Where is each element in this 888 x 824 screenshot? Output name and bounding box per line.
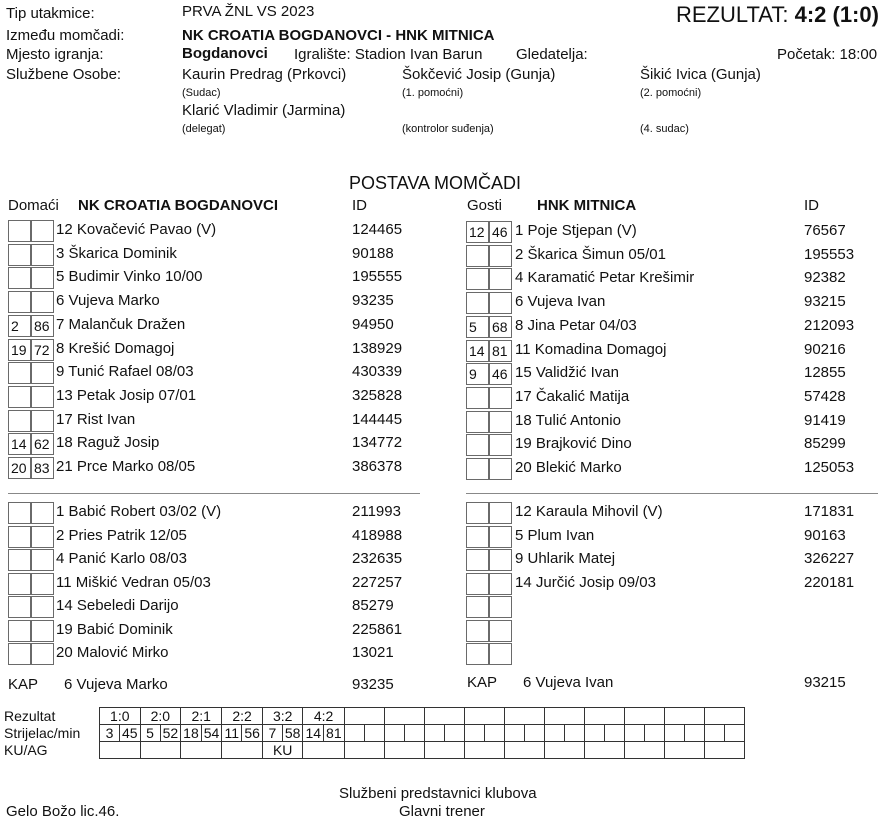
player-name: 20 Blekić Marko [515, 459, 622, 476]
scorer-minute [444, 725, 464, 742]
sub-number-box [466, 434, 489, 456]
player-id: 93215 [804, 293, 846, 311]
result-heading [676, 2, 879, 28]
official-name: Kaurin Predrag (Prkovci) [182, 66, 347, 83]
player-id: 124465 [352, 221, 403, 238]
player-name: 12 Karaula Mihovil (V) [515, 503, 663, 520]
sub-minute-box [31, 526, 54, 548]
scorer-number: 3 [100, 725, 120, 742]
ku-cell [624, 742, 664, 759]
stadium-value: Igralište: Stadion Ivan Barun [294, 46, 483, 63]
score-cell [504, 708, 544, 725]
home-coach-name: Gelo Božo lic.46. [6, 803, 120, 820]
sub-minute-box [489, 245, 512, 267]
ku-cell [504, 742, 544, 759]
ku-cell [544, 742, 584, 759]
player-id: 90216 [804, 340, 846, 358]
kickoff-time: Početak: 18:00 [777, 46, 878, 63]
result-label: REZULTAT: [676, 2, 789, 27]
sub-number-box [466, 268, 489, 290]
player-name: 17 Rist Ivan [56, 410, 136, 428]
player-id: 418988 [352, 526, 403, 544]
player-name: 14 Sebeledi Darijo [56, 597, 179, 614]
player-id: 212093 [804, 316, 855, 334]
player-id: 144445 [352, 410, 403, 428]
scorer-number [664, 725, 684, 742]
player-id: 85299 [804, 435, 846, 453]
score-cell: 3:2 [262, 708, 303, 725]
sub-minute-box [31, 386, 54, 408]
official-role: (1. pomoćni) [402, 87, 464, 99]
ku-cell [181, 742, 222, 759]
ku-cell [140, 742, 181, 759]
ku-cell [664, 742, 704, 759]
sub-number-box: 20 [8, 457, 31, 479]
scorer-minute [644, 725, 664, 742]
player-id: 94950 [352, 315, 394, 333]
scorer-minute [564, 725, 584, 742]
sub-minute-box [31, 291, 54, 313]
player-id: 93235 [352, 292, 394, 310]
sub-minute-box [31, 620, 54, 642]
player-name: 21 Prce Marko 08/05 [56, 458, 196, 475]
sub-number-box [8, 267, 31, 289]
player-name: 11 Miškić Vedran 05/03 [56, 573, 211, 591]
player-id: 232635 [352, 550, 403, 567]
sub-minute-box [489, 411, 512, 433]
scorer-number [704, 725, 724, 742]
sub-minute-box [31, 244, 54, 266]
scorer-minute: 45 [120, 725, 141, 742]
sub-minute-box [489, 434, 512, 456]
player-name: 2 Pries Patrik 12/05 [56, 526, 187, 544]
player-id: 195555 [352, 268, 403, 286]
scorer-minute: 56 [242, 725, 263, 742]
ku-cell [704, 742, 744, 759]
official-role: (delegat) [182, 123, 226, 135]
sub-minute-box [31, 573, 54, 595]
player-name: 4 Panić Karlo 08/03 [56, 550, 187, 567]
player-id: 430339 [352, 363, 403, 381]
sub-minute-box: 83 [31, 457, 54, 479]
home-captain-name: 6 Vujeva Marko [64, 676, 168, 693]
scorer-number [504, 725, 524, 742]
sub-number-box: 12 [466, 221, 489, 243]
scorer-number [424, 725, 444, 742]
ku-cell [100, 742, 141, 759]
scorer-number: 11 [222, 725, 242, 742]
score-cell [704, 708, 744, 725]
home-divider [8, 493, 420, 494]
player-id: 227257 [352, 573, 403, 591]
player-name: 20 Malović Mirko [56, 644, 169, 661]
sub-minute-box [489, 526, 512, 548]
player-name: 1 Babić Robert 03/02 (V) [56, 503, 222, 520]
ku-cell [344, 742, 384, 759]
player-id: 325828 [352, 386, 403, 404]
player-id: 134772 [352, 434, 403, 452]
spectators-label: Gledatelja: [516, 46, 588, 63]
official-role: (4. sudac) [640, 123, 689, 135]
goals-row-label: Strijelac/min [4, 725, 81, 741]
sub-number-box [8, 549, 31, 571]
scorer-number [464, 725, 484, 742]
score-cell [664, 708, 704, 725]
sub-minute-box [31, 362, 54, 384]
scorer-minute: 54 [201, 725, 222, 742]
home-id-header: ID [352, 197, 367, 214]
player-id: 171831 [804, 503, 855, 520]
scorer-minute [404, 725, 424, 742]
match-type-label: Tip utakmice: [6, 5, 95, 22]
score-cell [424, 708, 464, 725]
player-id: 13021 [352, 644, 394, 661]
scorer-minute [684, 725, 704, 742]
officials-label: Službene Osobe: [6, 66, 122, 83]
player-name: 15 Validžić Ivan [515, 364, 619, 382]
scorer-number [344, 725, 364, 742]
scorer-minute [604, 725, 624, 742]
score-cell [344, 708, 384, 725]
sub-number-box [466, 245, 489, 267]
player-id: 85279 [352, 597, 394, 614]
official-name: Šokčević Josip (Gunja) [402, 66, 556, 83]
scorer-minute: 81 [324, 725, 345, 742]
player-id: 76567 [804, 222, 846, 239]
player-id: 138929 [352, 339, 403, 357]
player-name: 19 Babić Dominik [56, 620, 173, 638]
sub-minute-box [489, 596, 512, 618]
sub-number-box [8, 244, 31, 266]
player-id: 57428 [804, 387, 846, 405]
player-name: 1 Poje Stjepan (V) [515, 222, 637, 239]
sub-minute-box [31, 220, 54, 242]
sub-minute-box: 46 [489, 221, 512, 243]
ku-cell [424, 742, 464, 759]
lineup-title: POSTAVA MOMČADI [349, 173, 522, 193]
sub-number-box [8, 220, 31, 242]
sub-number-box [466, 526, 489, 548]
ku-cell [464, 742, 504, 759]
scorer-number [624, 725, 644, 742]
sub-minute-box: 86 [31, 315, 54, 337]
teams-value: NK CROATIA BOGDANOVCI - HNK MITNICA [182, 27, 495, 44]
sub-number-box: 9 [466, 363, 489, 385]
sub-number-box: 14 [466, 340, 489, 362]
player-name: 8 Jina Petar 04/03 [515, 316, 637, 334]
sub-minute-box: 46 [489, 363, 512, 385]
sub-minute-box [489, 549, 512, 571]
sub-number-box [8, 362, 31, 384]
sub-number-box [466, 292, 489, 314]
home-captain-id: 93235 [352, 676, 394, 693]
player-name: 8 Krešić Domagoj [56, 339, 175, 357]
scorer-number [584, 725, 604, 742]
scorer-minute: 52 [160, 725, 181, 742]
sub-number-box [466, 573, 489, 595]
sub-number-box [466, 387, 489, 409]
sub-number-box [466, 620, 489, 642]
sub-minute-box [489, 620, 512, 642]
away-captain-label: KAP [467, 674, 498, 691]
ku-cell [303, 742, 344, 759]
score-cell: 2:1 [181, 708, 222, 725]
sub-number-box [466, 411, 489, 433]
scorer-minute [484, 725, 504, 742]
sub-number-box [8, 596, 31, 618]
scorer-minute: 58 [282, 725, 303, 742]
sub-minute-box: 62 [31, 433, 54, 455]
goals-table [4, 707, 745, 759]
score-cell: 2:0 [140, 708, 181, 725]
home-captain-label: KAP [8, 676, 39, 693]
ku-cell [384, 742, 424, 759]
score-cell [584, 708, 624, 725]
player-name: 5 Budimir Vinko 10/00 [56, 268, 203, 286]
score-cell: 1:0 [100, 708, 141, 725]
sub-number-box [8, 502, 31, 524]
match-type-value: PRVA ŽNL VS 2023 [182, 3, 315, 20]
sub-minute-box: 81 [489, 340, 512, 362]
sub-number-box [8, 291, 31, 313]
sub-number-box: 2 [8, 315, 31, 337]
player-id: 125053 [804, 459, 855, 476]
away-divider [466, 493, 878, 494]
sub-number-box [8, 526, 31, 548]
scorer-number [544, 725, 564, 742]
away-side-label: Gosti [467, 197, 503, 214]
player-name: 9 Tunić Rafael 08/03 [56, 363, 194, 381]
scorer-minute [364, 725, 384, 742]
sub-minute-box: 68 [489, 316, 512, 338]
score-cell: 4:2 [303, 708, 344, 725]
sub-number-box [466, 643, 489, 665]
ku-cell [222, 742, 263, 759]
sub-number-box [8, 386, 31, 408]
scorer-number: 14 [303, 725, 324, 742]
sub-minute-box: 72 [31, 339, 54, 361]
player-id: 12855 [804, 364, 846, 382]
sub-number-box: 5 [466, 316, 489, 338]
score-cell [384, 708, 424, 725]
player-id: 90188 [352, 244, 394, 262]
away-id-header: ID [804, 197, 819, 214]
sub-minute-box [489, 292, 512, 314]
sub-number-box [8, 573, 31, 595]
sub-minute-box [489, 643, 512, 665]
sub-number-box [466, 502, 489, 524]
player-id: 326227 [804, 550, 855, 567]
player-name: 2 Škarica Šimun 05/01 [515, 245, 666, 263]
result-value: 4:2 (1:0) [794, 2, 879, 27]
club-officials-heading: Službeni predstavnici klubova [339, 785, 537, 802]
sub-number-box [8, 620, 31, 642]
official-role: (Sudac) [182, 87, 221, 99]
sub-number-box [8, 643, 31, 665]
sub-number-box: 14 [8, 433, 31, 455]
player-id: 90163 [804, 526, 846, 544]
player-id: 92382 [804, 269, 846, 287]
ku-cell: KU [262, 742, 303, 759]
player-name: 19 Brajković Dino [515, 435, 632, 453]
sub-minute-box [31, 596, 54, 618]
player-name: 11 Komadina Domagoj [515, 340, 667, 358]
sub-number-box: 19 [8, 339, 31, 361]
sub-minute-box [31, 643, 54, 665]
sub-minute-box [489, 387, 512, 409]
player-id: 225861 [352, 620, 403, 638]
sub-number-box [466, 549, 489, 571]
official-role: (kontrolor suđenja) [402, 123, 494, 135]
sub-minute-box [489, 502, 512, 524]
scorer-minute [724, 725, 744, 742]
sub-minute-box [489, 268, 512, 290]
head-coach-label: Glavni trener [399, 803, 485, 820]
player-name: 17 Čakalić Matija [515, 387, 630, 405]
player-id: 195553 [804, 245, 855, 263]
player-name: 7 Malančuk Dražen [56, 315, 186, 333]
sub-minute-box [489, 458, 512, 480]
venue-value: Bogdanovci [182, 45, 268, 62]
official-role: (2. pomoćni) [640, 87, 702, 99]
score-cell [544, 708, 584, 725]
player-id: 211993 [352, 503, 401, 520]
scorer-number: 7 [262, 725, 282, 742]
player-name: 4 Karamatić Petar Krešimir [515, 269, 695, 287]
home-team-name: NK CROATIA BOGDANOVCI [78, 197, 278, 214]
goals-table-row [4, 708, 744, 725]
scorer-minute [524, 725, 544, 742]
player-id: 91419 [804, 411, 846, 429]
sub-minute-box [31, 549, 54, 571]
player-name: 6 Vujeva Ivan [515, 293, 606, 311]
sub-minute-box [31, 410, 54, 432]
player-name: 14 Jurčić Josip 09/03 [515, 573, 656, 591]
score-cell: 2:2 [222, 708, 263, 725]
teams-label: Između momčadi: [6, 27, 125, 44]
goals-row-label: KU/AG [4, 742, 48, 758]
ku-cell [584, 742, 624, 759]
scorer-number: 18 [181, 725, 202, 742]
player-name: 6 Vujeva Marko [56, 292, 160, 310]
sub-minute-box [489, 573, 512, 595]
player-id: 386378 [352, 458, 403, 475]
official-name: Klarić Vladimir (Jarmina) [182, 102, 346, 119]
official-name: Šikić Ivica (Gunja) [640, 66, 761, 83]
player-name: 9 Uhlarik Matej [515, 550, 616, 567]
sub-number-box [466, 596, 489, 618]
score-cell [464, 708, 504, 725]
sub-number-box [8, 410, 31, 432]
home-side-label: Domaći [8, 197, 59, 214]
player-name: 13 Petak Josip 07/01 [56, 386, 197, 404]
player-id: 220181 [804, 573, 855, 591]
player-name: 5 Plum Ivan [515, 526, 595, 544]
player-name: 12 Kovačević Pavao (V) [56, 221, 217, 238]
away-captain-id: 93215 [804, 674, 846, 691]
venue-label: Mjesto igranja: [6, 46, 104, 63]
player-name: 3 Škarica Dominik [56, 244, 177, 262]
player-name: 18 Tulić Antonio [515, 411, 621, 429]
sub-minute-box [31, 502, 54, 524]
goals-row-label: Rezultat [4, 708, 56, 724]
player-name: 18 Raguž Josip [56, 434, 160, 452]
away-team-name: HNK MITNICA [537, 197, 637, 214]
scorer-number [384, 725, 404, 742]
away-captain-name: 6 Vujeva Ivan [523, 674, 614, 691]
goals-table-row [4, 725, 744, 742]
sub-number-box [466, 458, 489, 480]
score-cell [624, 708, 664, 725]
sub-minute-box [31, 267, 54, 289]
scorer-number: 5 [140, 725, 160, 742]
goals-table-row [4, 742, 744, 759]
